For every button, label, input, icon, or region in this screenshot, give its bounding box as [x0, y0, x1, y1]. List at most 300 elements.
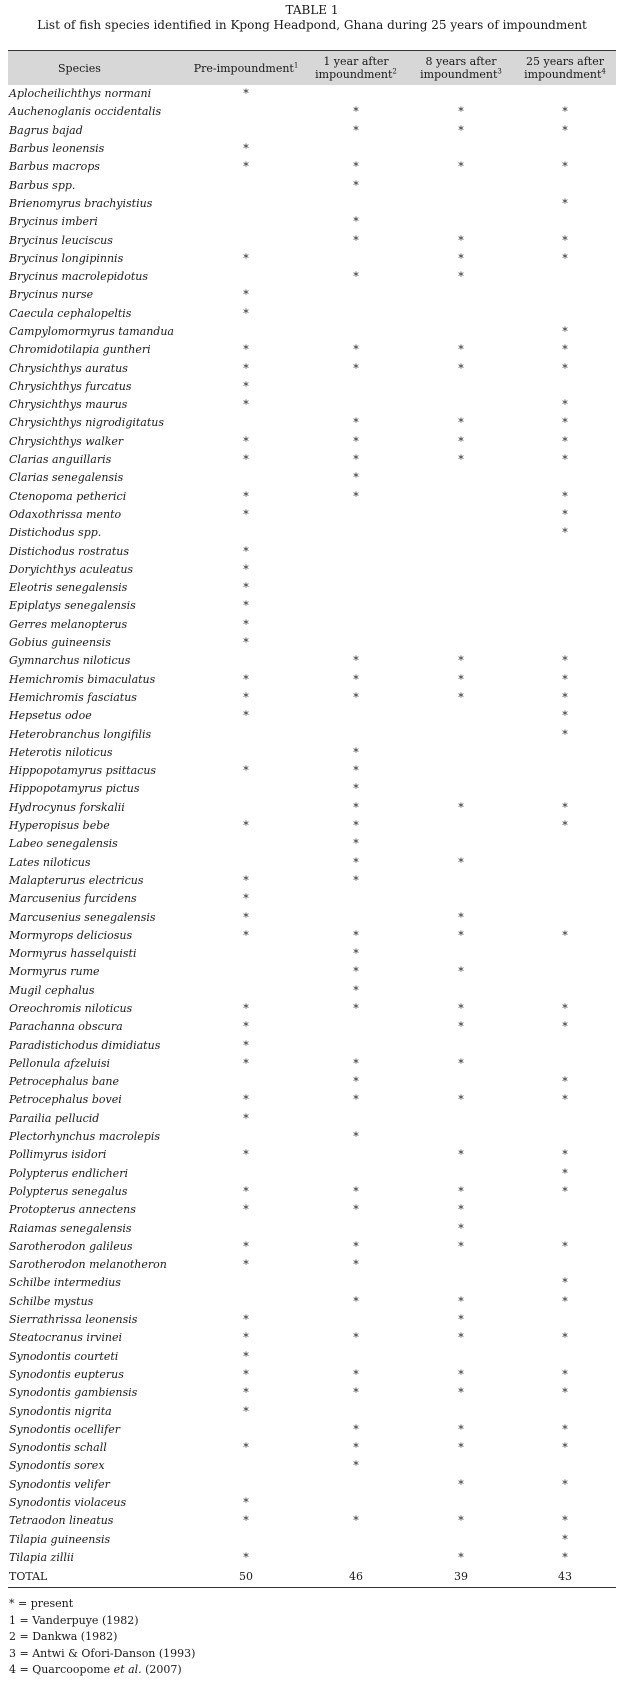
species-name: Clarias senegalensis	[9, 471, 124, 485]
species-name: Eleotris senegalensis	[9, 581, 128, 595]
pre-impoundment-cell: *	[243, 544, 249, 558]
twenty-five-years-cell	[514, 469, 616, 487]
one-year-cell: *	[353, 947, 359, 961]
pre-impoundment-cell: *	[243, 1514, 249, 1528]
twenty-five-years-cell: *	[562, 123, 568, 137]
species-name: Campylomormyrus tamandua	[9, 325, 174, 338]
twenty-five-years-cell: *	[562, 654, 568, 668]
one-year-cell	[304, 1165, 408, 1183]
eight-years-cell	[408, 140, 514, 158]
eight-years-cell	[408, 597, 514, 615]
species-name: Petrocephalus bovei	[9, 1093, 122, 1107]
eight-years-cell	[408, 305, 514, 323]
twenty-five-years-cell: *	[562, 1166, 568, 1180]
one-year-cell	[304, 524, 408, 542]
table-row	[8, 1439, 616, 1457]
twenty-five-years-cell: *	[562, 434, 568, 448]
table-row	[8, 853, 616, 871]
pre-impoundment-cell: *	[243, 928, 249, 942]
table-row	[8, 634, 616, 652]
twenty-five-years-cell	[514, 1457, 616, 1475]
total-row	[8, 1567, 616, 1588]
species-name: Synodontis eupterus	[9, 1367, 124, 1381]
one-year-cell: *	[353, 178, 359, 192]
one-year-cell	[304, 286, 408, 304]
pre-impoundment-cell: *	[243, 288, 249, 302]
table-row	[8, 982, 616, 1000]
pre-impoundment-cell: *	[243, 1020, 249, 1034]
one-year-cell: *	[353, 1184, 359, 1198]
eight-years-cell: *	[458, 1477, 464, 1491]
species-table	[8, 50, 616, 1588]
one-year-cell	[304, 1036, 408, 1054]
twenty-five-years-cell: *	[562, 1550, 568, 1564]
twenty-five-years-cell: *	[562, 453, 568, 467]
table-row	[8, 451, 616, 469]
species-name: Brycinus macrolepidotus	[9, 270, 148, 284]
one-year-cell: *	[353, 1258, 359, 1272]
total-pre-impoundment: 50	[188, 1567, 304, 1588]
species-name: Heterotis niloticus	[9, 745, 113, 759]
pre-impoundment-cell	[188, 1165, 304, 1183]
eight-years-cell	[408, 1494, 514, 1512]
one-year-cell: *	[353, 123, 359, 137]
header-1-year-line1: 1 year after	[323, 55, 389, 68]
table-row	[8, 122, 616, 140]
species-name: Hippopotamyrus pictus	[9, 782, 140, 796]
eight-years-cell	[408, 762, 514, 780]
species-name: Chrysichthys walker	[9, 434, 124, 448]
pre-impoundment-cell: *	[243, 1056, 249, 1070]
species-name: Clarias anguillaris	[9, 453, 112, 467]
pre-impoundment-cell: *	[243, 361, 249, 375]
species-name: Doryichthys aculeatus	[9, 562, 134, 576]
one-year-cell: *	[353, 965, 359, 979]
species-name: Aplocheilichthys normani	[9, 87, 152, 101]
header-8-years-line1: 8 years after	[425, 55, 497, 68]
pre-impoundment-cell: *	[243, 1550, 249, 1564]
pre-impoundment-cell: *	[243, 87, 249, 101]
species-name: Oreochromis niloticus	[9, 1001, 133, 1015]
one-year-cell	[304, 378, 408, 396]
species-name: Synodontis sorex	[9, 1459, 105, 1473]
one-year-cell: *	[353, 690, 359, 704]
pre-impoundment-cell: *	[243, 306, 249, 320]
header-pre-impoundment-label: Pre-impoundment	[193, 61, 294, 75]
eight-years-cell	[408, 744, 514, 762]
table-caption: List of fish species identified in Kpong Headpond, Ghana during 25 years of impoundment	[37, 18, 587, 32]
eight-years-cell	[408, 396, 514, 414]
pre-impoundment-cell	[188, 725, 304, 743]
eight-years-cell: *	[458, 361, 464, 375]
eight-years-cell: *	[458, 1001, 464, 1015]
table-row	[8, 250, 616, 268]
twenty-five-years-cell	[514, 945, 616, 963]
eight-years-cell	[408, 579, 514, 597]
species-name: Synodontis gambiensis	[9, 1386, 138, 1400]
species-name: Bagrus bajad	[9, 123, 83, 137]
one-year-cell: *	[353, 782, 359, 796]
pre-impoundment-cell	[188, 1293, 304, 1311]
table-row	[8, 359, 616, 377]
eight-years-cell: *	[458, 1331, 464, 1345]
one-year-cell: *	[353, 270, 359, 284]
eight-years-cell: *	[458, 910, 464, 924]
pre-impoundment-cell: *	[243, 343, 249, 357]
species-name: Tilapia guineensis	[9, 1532, 111, 1546]
one-year-cell: *	[353, 1514, 359, 1528]
table-row	[8, 671, 616, 689]
table-row	[8, 414, 616, 432]
pre-impoundment-cell	[188, 1457, 304, 1475]
eight-years-cell: *	[458, 800, 464, 814]
one-year-cell	[304, 305, 408, 323]
one-year-cell: *	[353, 1056, 359, 1070]
pre-impoundment-cell	[188, 799, 304, 817]
one-year-cell	[304, 85, 408, 103]
twenty-five-years-cell	[514, 982, 616, 1000]
twenty-five-years-cell: *	[562, 160, 568, 174]
one-year-cell: *	[353, 873, 359, 887]
species-name: Barbus macrops	[9, 160, 100, 174]
pre-impoundment-cell	[188, 1274, 304, 1292]
footnote: 3 = Antwi & Ofori-Danson (1993)	[9, 1646, 196, 1660]
table-row	[8, 1274, 616, 1292]
twenty-five-years-cell	[514, 634, 616, 652]
pre-impoundment-cell	[188, 122, 304, 140]
one-year-cell: *	[353, 1441, 359, 1455]
twenty-five-years-cell	[514, 908, 616, 926]
eight-years-cell: *	[458, 672, 464, 686]
twenty-five-years-cell	[514, 561, 616, 579]
species-name: Caecula cephalopeltis	[9, 306, 132, 320]
eight-years-cell: *	[458, 1239, 464, 1253]
twenty-five-years-cell: *	[562, 1075, 568, 1089]
species-name: Hyperopisus bebe	[9, 819, 110, 833]
species-name: Gerres melanopterus	[9, 617, 128, 631]
species-name: Polypterus endlicheri	[9, 1166, 128, 1180]
table-row	[8, 1530, 616, 1548]
twenty-five-years-cell: *	[562, 727, 568, 741]
twenty-five-years-cell	[514, 1494, 616, 1512]
one-year-cell: *	[353, 215, 359, 229]
one-year-cell	[304, 140, 408, 158]
eight-years-cell	[408, 1457, 514, 1475]
one-year-cell	[304, 1494, 408, 1512]
species-name: Ctenopoma petherici	[9, 489, 127, 503]
species-name: Sarotherodon melanotheron	[9, 1258, 167, 1272]
eight-years-cell	[408, 1110, 514, 1128]
pre-impoundment-cell: *	[243, 1349, 249, 1363]
footnote-prefix: 4 = Quarcoopome	[9, 1663, 114, 1677]
species-name: Schilbe mystus	[9, 1294, 94, 1308]
one-year-cell: *	[353, 1130, 359, 1144]
species-name: Parachanna obscura	[9, 1020, 123, 1034]
eight-years-cell: *	[458, 434, 464, 448]
table-row	[8, 1347, 616, 1365]
pre-impoundment-cell: *	[243, 379, 249, 393]
eight-years-cell: *	[458, 965, 464, 979]
one-year-cell: *	[353, 1093, 359, 1107]
pre-impoundment-cell: *	[243, 910, 249, 924]
species-name: Sarotherodon galileus	[9, 1239, 133, 1253]
one-year-cell: *	[353, 1294, 359, 1308]
header-8-years-line2: impoundment	[420, 68, 498, 81]
table-row	[8, 1183, 616, 1201]
species-name: Mormyrops deliciosus	[9, 928, 133, 942]
twenty-five-years-cell	[514, 305, 616, 323]
pre-impoundment-cell: *	[243, 1331, 249, 1345]
twenty-five-years-cell	[514, 872, 616, 890]
species-name: Distichodus spp.	[9, 526, 102, 540]
one-year-cell	[304, 195, 408, 213]
table-row	[8, 799, 616, 817]
species-name: Malapterurus electricus	[9, 873, 144, 887]
twenty-five-years-cell: *	[562, 1532, 568, 1546]
pre-impoundment-cell	[188, 652, 304, 670]
one-year-cell	[304, 1530, 408, 1548]
twenty-five-years-cell: *	[562, 928, 568, 942]
table-row	[8, 286, 616, 304]
total-8-years: 39	[408, 1567, 514, 1588]
eight-years-cell	[408, 1128, 514, 1146]
species-name: Brycinus leuciscus	[9, 233, 113, 247]
table-row	[8, 268, 616, 286]
twenty-five-years-cell	[514, 176, 616, 194]
pre-impoundment-cell	[188, 195, 304, 213]
table-row	[8, 1201, 616, 1219]
species-name: Synodontis schall	[9, 1441, 107, 1455]
table-row	[8, 1018, 616, 1036]
one-year-cell: *	[353, 1386, 359, 1400]
pre-impoundment-cell: *	[243, 251, 249, 265]
pre-impoundment-cell	[188, 1476, 304, 1494]
species-name: Mormyrus hasselquisti	[9, 947, 137, 961]
table-row	[8, 1036, 616, 1054]
table-body	[8, 85, 616, 1567]
table-row	[8, 817, 616, 835]
one-year-cell	[304, 579, 408, 597]
eight-years-cell	[408, 725, 514, 743]
twenty-five-years-cell	[514, 1036, 616, 1054]
twenty-five-years-cell: *	[562, 233, 568, 247]
species-name: Distichodus rostratus	[9, 544, 129, 558]
twenty-five-years-cell: *	[562, 709, 568, 723]
header-25-years-line1: 25 years after	[526, 55, 604, 68]
pre-impoundment-cell: *	[243, 819, 249, 833]
table-row	[8, 835, 616, 853]
twenty-five-years-cell: *	[562, 105, 568, 119]
table-row	[8, 341, 616, 359]
one-year-cell: *	[353, 745, 359, 759]
one-year-cell: *	[353, 233, 359, 247]
one-year-cell: *	[353, 361, 359, 375]
eight-years-cell: *	[458, 1093, 464, 1107]
species-name: Brycinus imberi	[9, 215, 98, 229]
table-row	[8, 1293, 616, 1311]
header-pre-impoundment	[188, 51, 304, 86]
pre-impoundment-cell	[188, 323, 304, 341]
one-year-cell	[304, 542, 408, 560]
table-row	[8, 579, 616, 597]
footnote	[9, 1662, 195, 1679]
eight-years-cell	[408, 1347, 514, 1365]
pre-impoundment-cell	[188, 268, 304, 286]
pre-impoundment-cell	[188, 1073, 304, 1091]
twenty-five-years-cell: *	[562, 1148, 568, 1162]
table-row	[8, 1329, 616, 1347]
twenty-five-years-cell: *	[562, 1367, 568, 1381]
table-row	[8, 707, 616, 725]
pre-impoundment-cell	[188, 469, 304, 487]
pre-impoundment-cell: *	[243, 1148, 249, 1162]
one-year-cell	[304, 1402, 408, 1420]
table-row	[8, 195, 616, 213]
one-year-cell: *	[353, 434, 359, 448]
table-row	[8, 908, 616, 926]
table-row	[8, 158, 616, 176]
one-year-cell: *	[353, 1075, 359, 1089]
twenty-five-years-cell	[514, 780, 616, 798]
eight-years-cell: *	[458, 1056, 464, 1070]
one-year-cell	[304, 1274, 408, 1292]
species-name: Epiplatys senegalensis	[9, 599, 136, 613]
eight-years-cell: *	[458, 416, 464, 430]
twenty-five-years-cell: *	[562, 251, 568, 265]
pre-impoundment-cell	[188, 231, 304, 249]
twenty-five-years-cell	[514, 213, 616, 231]
pre-impoundment-cell: *	[243, 507, 249, 521]
header-25-years	[514, 51, 616, 86]
eight-years-cell	[408, 1256, 514, 1274]
footnote-suffix: (2007)	[141, 1663, 182, 1677]
header-1-year	[304, 51, 408, 86]
twenty-five-years-cell	[514, 853, 616, 871]
eight-years-cell	[408, 488, 514, 506]
table-row	[8, 872, 616, 890]
pre-impoundment-cell	[188, 176, 304, 194]
pre-impoundment-cell	[188, 414, 304, 432]
pre-impoundment-cell: *	[243, 398, 249, 412]
species-name: Mormyrus rume	[9, 965, 100, 979]
footnote: 2 = Dankwa (1982)	[9, 1630, 118, 1644]
species-name: Pollimyrus isidori	[9, 1148, 107, 1162]
total-label: TOTAL	[8, 1567, 188, 1588]
species-name: Gobius guineensis	[9, 636, 111, 650]
footnotes	[9, 1596, 195, 1679]
eight-years-cell: *	[458, 1441, 464, 1455]
species-name: Marcusenius senegalensis	[9, 910, 156, 924]
twenty-five-years-cell	[514, 542, 616, 560]
table-row	[8, 1219, 616, 1237]
table-footer	[8, 1567, 616, 1588]
pre-impoundment-cell: *	[243, 1038, 249, 1052]
species-name: Sierrathrissa leonensis	[9, 1313, 138, 1327]
one-year-cell: *	[353, 1203, 359, 1217]
eight-years-cell	[408, 378, 514, 396]
species-name: Schilbe intermedius	[9, 1276, 121, 1290]
table-row	[8, 561, 616, 579]
one-year-cell	[304, 1146, 408, 1164]
table-row	[8, 1384, 616, 1402]
table-row	[8, 1402, 616, 1420]
table-row	[8, 1494, 616, 1512]
one-year-cell	[304, 1549, 408, 1567]
one-year-cell: *	[353, 1422, 359, 1436]
one-year-cell	[304, 250, 408, 268]
table-row	[8, 305, 616, 323]
pre-impoundment-cell	[188, 1530, 304, 1548]
pre-impoundment-cell	[188, 982, 304, 1000]
table-row	[8, 1055, 616, 1073]
pre-impoundment-cell	[188, 1421, 304, 1439]
one-year-cell: *	[353, 1001, 359, 1015]
species-name: Lates niloticus	[9, 855, 91, 869]
table-row	[8, 323, 616, 341]
table-row	[8, 1256, 616, 1274]
species-name: Barbus spp.	[9, 178, 76, 192]
eight-years-cell: *	[458, 453, 464, 467]
pre-impoundment-cell: *	[243, 1203, 249, 1217]
species-name: Brienomyrus brachyistius	[9, 196, 153, 210]
twenty-five-years-cell: *	[562, 1386, 568, 1400]
twenty-five-years-cell	[514, 1055, 616, 1073]
table-row	[8, 1073, 616, 1091]
table-row	[8, 378, 616, 396]
eight-years-cell	[408, 195, 514, 213]
eight-years-cell: *	[458, 270, 464, 284]
table-row	[8, 1110, 616, 1128]
one-year-cell: *	[353, 1459, 359, 1473]
eight-years-cell: *	[458, 1294, 464, 1308]
species-name: Pellonula afzeluisi	[9, 1056, 111, 1070]
table-row	[8, 1366, 616, 1384]
table-header	[8, 51, 616, 86]
twenty-five-years-cell	[514, 762, 616, 780]
twenty-five-years-cell	[514, 890, 616, 908]
one-year-cell	[304, 1311, 408, 1329]
footnote: * = present	[9, 1597, 74, 1610]
footnote: 1 = Vanderpuye (1982)	[9, 1613, 139, 1627]
twenty-five-years-cell: *	[562, 398, 568, 412]
species-name: Steatocranus irvinei	[9, 1331, 122, 1345]
pre-impoundment-cell	[188, 213, 304, 231]
header-ref-2: 2	[392, 67, 397, 76]
species-name: Hemichromis fasciatus	[9, 690, 137, 704]
twenty-five-years-cell: *	[562, 690, 568, 704]
eight-years-cell	[408, 780, 514, 798]
twenty-five-years-cell: *	[562, 1239, 568, 1253]
table-row	[8, 725, 616, 743]
pre-impoundment-cell: *	[243, 1313, 249, 1327]
twenty-five-years-cell	[514, 286, 616, 304]
table-row	[8, 616, 616, 634]
species-name: Hydrocynus forskalii	[9, 800, 125, 814]
twenty-five-years-cell	[514, 140, 616, 158]
table-row	[8, 652, 616, 670]
pre-impoundment-cell	[188, 963, 304, 981]
table-row	[8, 488, 616, 506]
twenty-five-years-cell	[514, 616, 616, 634]
table-row	[8, 1146, 616, 1164]
one-year-cell	[304, 707, 408, 725]
one-year-cell	[304, 1219, 408, 1237]
one-year-cell: *	[353, 1331, 359, 1345]
species-name: Raiamas senegalensis	[9, 1221, 132, 1235]
twenty-five-years-cell: *	[562, 1514, 568, 1528]
one-year-cell: *	[353, 160, 359, 174]
one-year-cell: *	[353, 855, 359, 869]
